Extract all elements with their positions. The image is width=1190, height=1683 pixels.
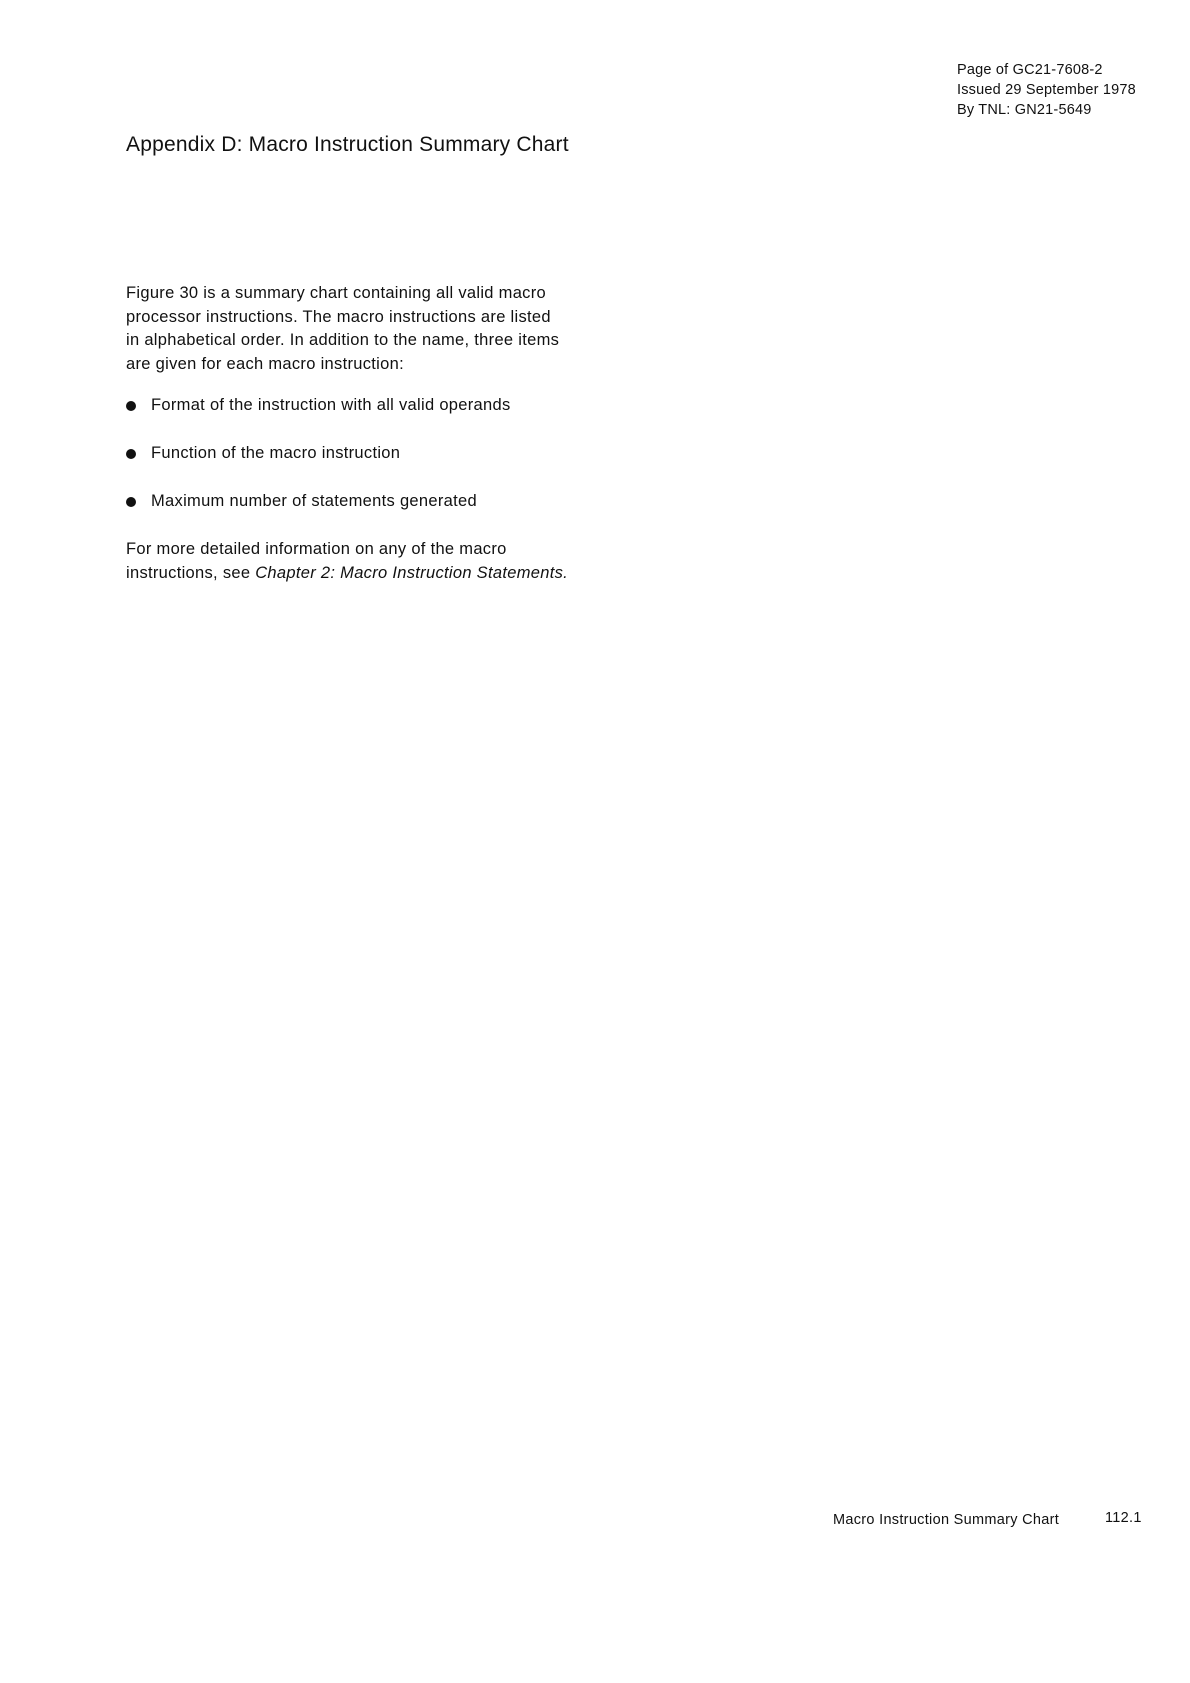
closing-line: For more detailed information on any of the macro — [126, 540, 507, 558]
list-item — [126, 442, 646, 466]
closing-prefix: instructions, see — [126, 563, 256, 582]
bullet-text: Function of the macro instruction — [151, 444, 401, 462]
bullet-text: Maximum number of statements generated — [151, 492, 477, 510]
header-page-ref: Page of GC21-7608-2 — [957, 62, 1103, 78]
document-header — [957, 60, 1157, 120]
list-item — [126, 490, 646, 514]
page-number: 112.1 — [1105, 1510, 1142, 1526]
bullet-list — [126, 394, 646, 514]
closing-paragraph — [126, 538, 646, 585]
intro-line: in alphabetical order. In addition to the name, three items — [126, 331, 560, 349]
footer-label: Macro Instruction Summary Chart — [833, 1512, 1060, 1528]
bullet-icon — [126, 497, 136, 507]
chapter-reference: Chapter 2: Macro Instruction Statements. — [255, 563, 569, 582]
list-item — [126, 394, 646, 418]
header-tnl: By TNL: GN21-5649 — [957, 102, 1092, 118]
intro-line: processor instructions. The macro instructions are listed — [126, 307, 551, 326]
header-issue-date: Issued 29 September 1978 — [957, 82, 1136, 98]
body-text — [126, 282, 646, 585]
page-footer — [833, 1512, 1163, 1528]
bullet-text: Format of the instruction with all valid operands — [151, 396, 511, 414]
intro-paragraph — [126, 282, 646, 376]
intro-line: Figure 30 is a summary chart containing all valid macro — [126, 284, 547, 302]
bullet-icon — [126, 401, 136, 411]
page-title: Appendix D: Macro Instruction Summary Chart — [126, 133, 569, 156]
bullet-icon — [126, 449, 136, 459]
closing-line — [126, 562, 646, 586]
intro-line: are given for each macro instruction: — [126, 354, 404, 373]
